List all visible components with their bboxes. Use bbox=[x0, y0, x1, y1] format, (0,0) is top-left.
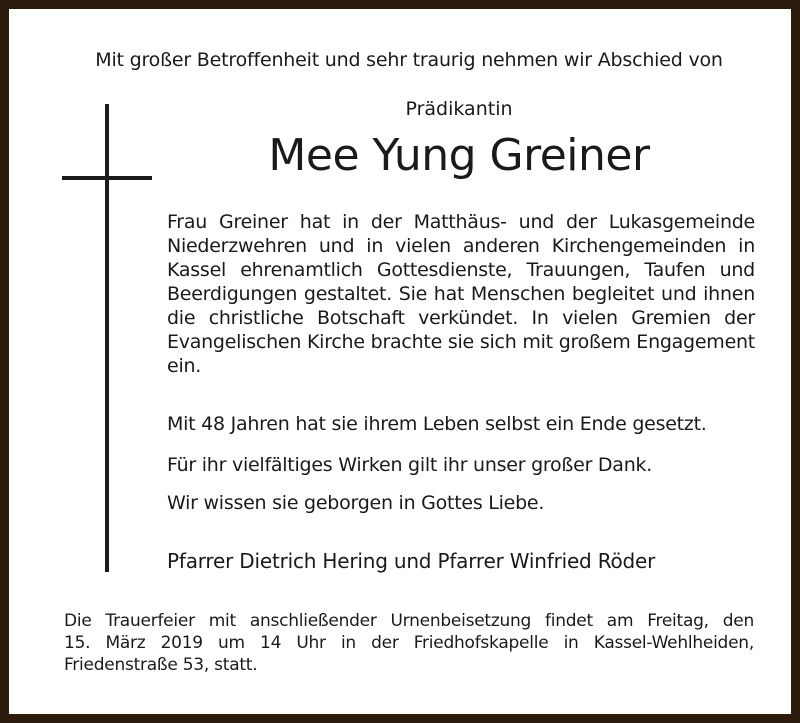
cross-symbol-vertical bbox=[105, 104, 109, 572]
intro-text: Mit großer Betroffenheit und sehr traurig nehmen wir Abschied von bbox=[95, 49, 723, 71]
deceased-role: Prädikantin bbox=[405, 98, 513, 120]
tribute-paragraph: Frau Greiner hat in der Matthäus- und der Lukasgemeinde Niederzwehren und in vielen anderen Kirchengemeinden in Kassel ehrenamtlich Gottesdienste, Trauungen, Taufen und Beerdigungen gestaltet. Sie hat Menschen begleitet und ihnen die christliche Botschaft verkündet. In vielen Gremien der Evangelischen Kirche brachte sie sich mit großem Engagement ein. bbox=[167, 211, 755, 377]
signature: Pfarrer Dietrich Hering und Pfarrer Winfried Röder bbox=[167, 549, 656, 573]
funeral-details bbox=[64, 610, 754, 676]
gratitude-statement: Für ihr vielfältiges Wirken gilt ihr unser großer Dank. bbox=[167, 454, 653, 476]
funeral-line: 15. März 2019 um 14 Uhr in der Friedhofskapelle in Kassel-Wehlheiden, bbox=[64, 633, 754, 653]
faith-statement: Wir wissen sie geborgen in Gottes Liebe. bbox=[167, 492, 545, 514]
cross-symbol-horizontal bbox=[62, 176, 152, 180]
funeral-line: Friedenstraße 53, statt. bbox=[64, 655, 258, 675]
age-statement: Mit 48 Jahren hat sie ihrem Leben selbst ein Ende gesetzt. bbox=[167, 413, 707, 435]
funeral-line: Die Trauerfeier mit anschließender Urnenbeisetzung findet am Freitag, den bbox=[64, 611, 754, 631]
deceased-name: Mee Yung Greiner bbox=[268, 130, 650, 181]
